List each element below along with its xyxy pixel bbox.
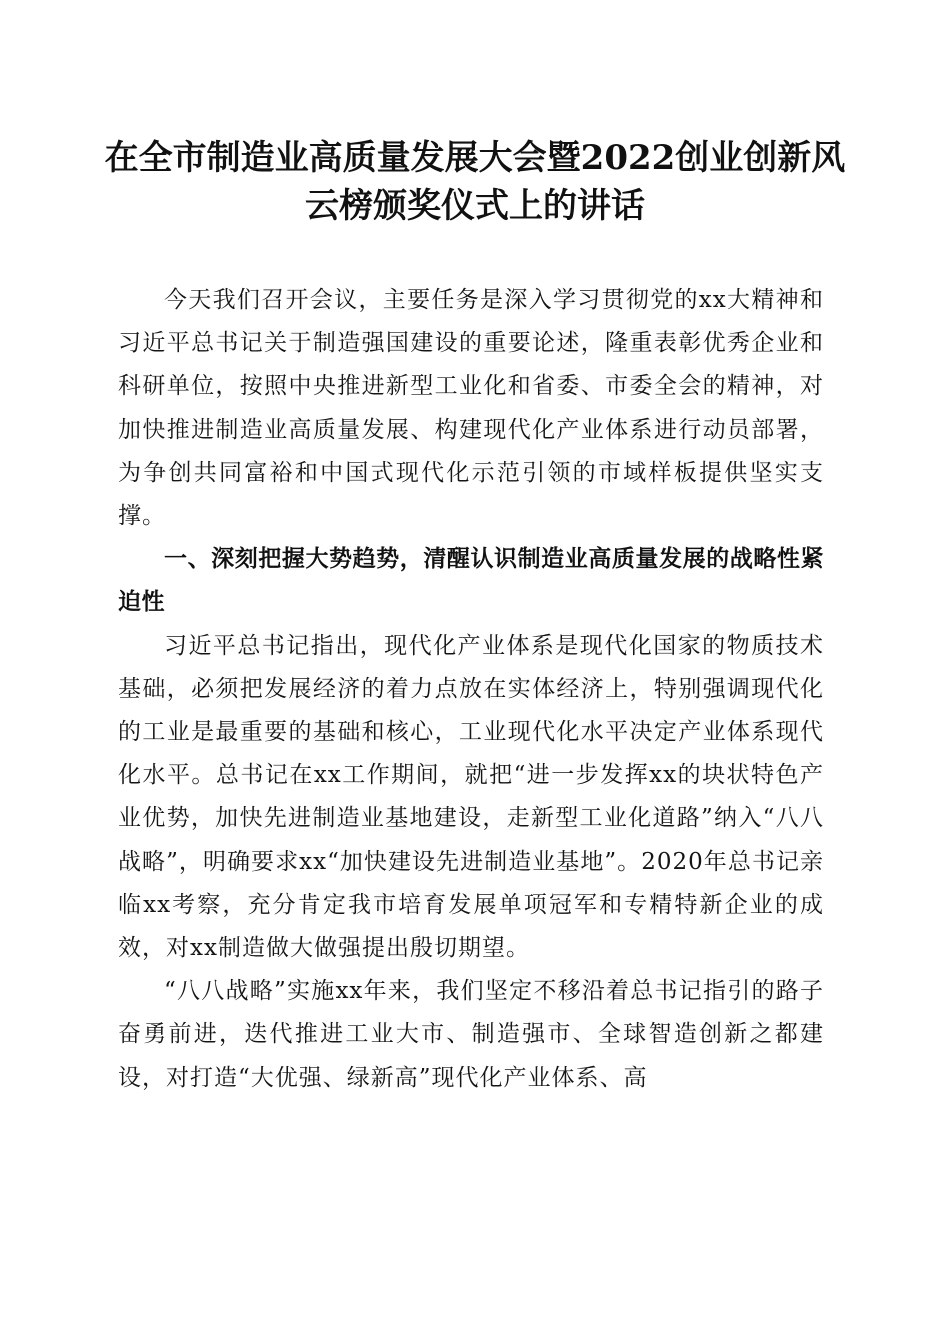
document-body xyxy=(118,279,824,1100)
paragraph-section-1-a: 习近平总书记指出，现代化产业体系是现代化国家的物质技术基础，必须把发展经济的着力点放在实体经济上，特别强调现代化的工业是最重要的基础和核心，工业现代化水平决定产业体系现代化水平。总书记在xx工作期间，就把“进一步发挥xx的块状特色产业优势，加快先进制造业基地建设，走新型工业化道路”纳入“八八战略”，明确要求xx“加快建设先进制造业基地”。2020年总书记亲临xx考察，充分肯定我市培育发展单项冠军和专精特新企业的成效，对xx制造做大做强提出殷切期望。 xyxy=(118,632,824,962)
document-title: 在全市制造业高质量发展大会暨2022创业创新风云榜颁奖仪式上的讲话 xyxy=(104,138,846,226)
section-heading-1: 一、深刻把握大势趋势，清醒认识制造业高质量发展的战略性紧迫性 xyxy=(118,546,824,616)
paragraph-section-1-b: “八八战略”实施xx年来，我们坚定不移沿着总书记指引的路子奋勇前进，迭代推进工业大市、制造强市、全球智造创新之都建设，对打造“大优强、绿新高”现代化产业体系、高 xyxy=(118,978,824,1091)
paragraph-intro: 今天我们召开会议，主要任务是深入学习贯彻党的xx大精神和习近平总书记关于制造强国建设的重要论述，隆重表彰优秀企业和科研单位，按照中央推进新型工业化和省委、市委全会的精神，对加快推进制造业高质量发展、构建现代化产业体系进行动员部署，为争创共同富裕和中国式现代化示范引领的市域样板提供坚实支撑。 xyxy=(118,287,824,530)
